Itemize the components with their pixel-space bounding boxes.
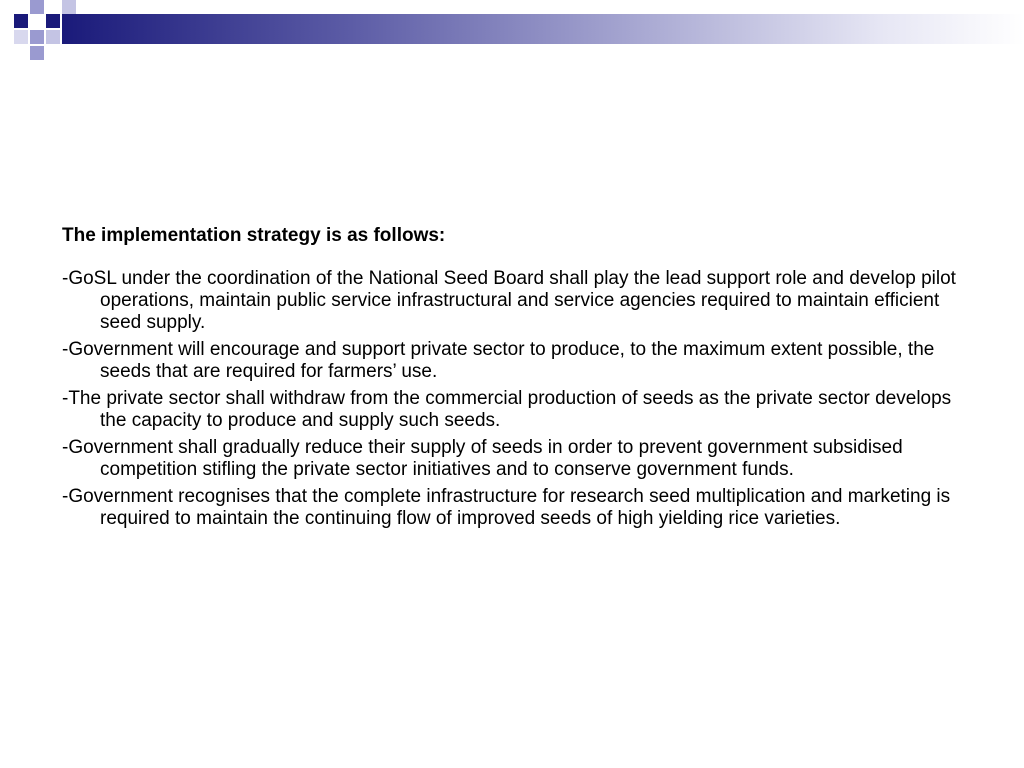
- decor-square: [30, 30, 44, 44]
- bullet-list: [62, 268, 982, 530]
- bullet-item: -GoSL under the coordination of the National Seed Board shall play the lead support role and develop pilot operations, maintain public service infrastructural and service agencies required to maintain efficient seed supply.: [62, 268, 956, 333]
- bullet-item: -Government shall gradually reduce their supply of seeds in order to prevent government subsidised competition stifling the private sector initiatives and to conserve government funds.: [62, 437, 903, 480]
- slide-header-decoration: [0, 0, 1024, 70]
- decor-square: [14, 14, 28, 28]
- decor-square: [46, 14, 60, 28]
- decor-square: [46, 30, 60, 44]
- decor-square: [62, 0, 76, 14]
- decor-square: [30, 46, 44, 60]
- slide-body: [62, 224, 982, 535]
- header-gradient-bar: [62, 14, 1024, 44]
- bullet-item: -Government will encourage and support private sector to produce, to the maximum extent possible, the seeds that are required for farmers’ use.: [62, 339, 935, 382]
- decor-square: [30, 0, 44, 14]
- bullet-item: -The private sector shall withdraw from the commercial production of seeds as the private sector develops the capacity to produce and supply such seeds.: [62, 388, 952, 431]
- bullet-item: -Government recognises that the complete infrastructure for research seed multiplication and marketing is required to maintain the continuing flow of improved seeds of high yielding rice varieties.: [62, 486, 951, 529]
- slide-heading: The implementation strategy is as follows:: [62, 225, 446, 246]
- decor-square: [14, 30, 28, 44]
